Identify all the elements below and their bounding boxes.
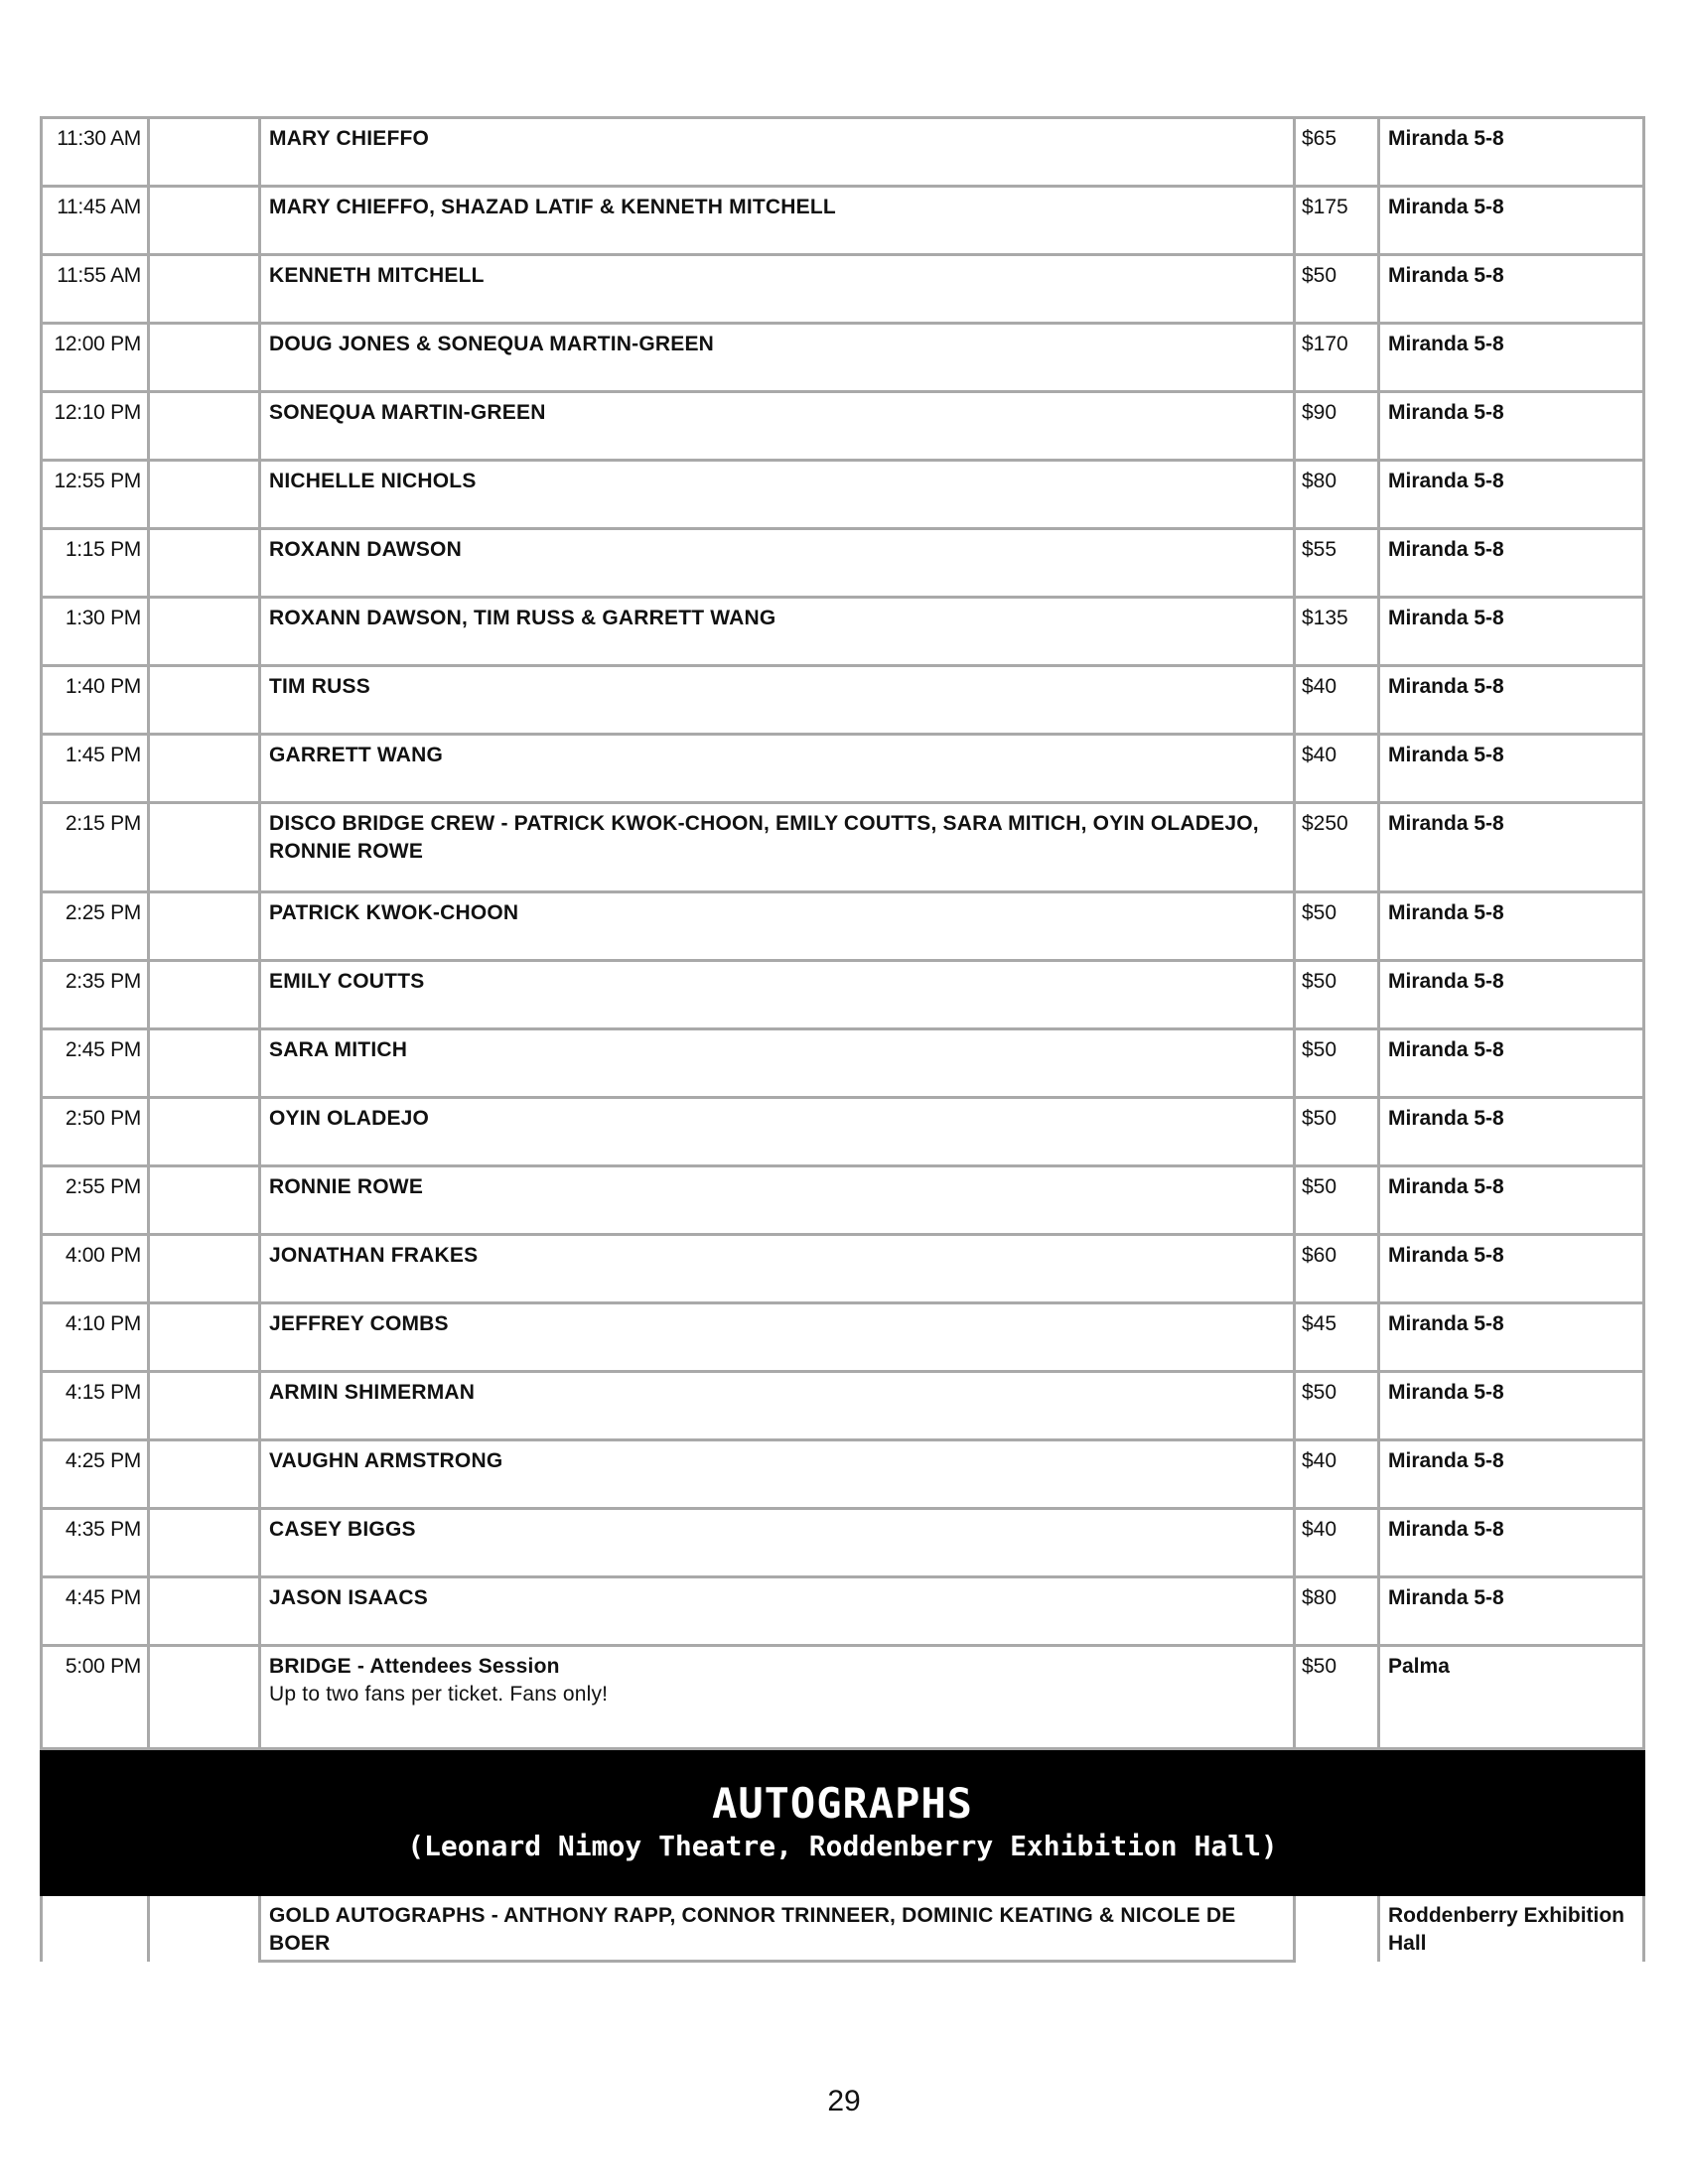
gold-room: Roddenberry Exhibition Hall <box>1379 1895 1644 1962</box>
table-row <box>42 461 1644 529</box>
row-price: $250 <box>1295 803 1379 892</box>
row-title: SONEQUA MARTIN-GREEN <box>260 392 1295 461</box>
row-room: Miranda 5-8 <box>1379 803 1644 892</box>
bridge-blank-cell <box>149 1646 260 1749</box>
table-row <box>42 1098 1644 1166</box>
row-title: SARA MITICH <box>260 1029 1295 1098</box>
table-row <box>42 1509 1644 1577</box>
bridge-note: Up to two fans per ticket. Fans only! <box>269 1683 609 1706</box>
row-price: $50 <box>1295 255 1379 324</box>
row-price: $80 <box>1295 461 1379 529</box>
gold-price <box>1295 1895 1379 1962</box>
row-time: 4:00 PM <box>42 1235 149 1303</box>
row-blank-cell <box>149 461 260 529</box>
row-time: 12:55 PM <box>42 461 149 529</box>
bridge-section <box>42 1646 1644 1962</box>
row-title: NICHELLE NICHOLS <box>260 461 1295 529</box>
row-time: 2:15 PM <box>42 803 149 892</box>
gold-time <box>42 1895 149 1962</box>
row-room: Miranda 5-8 <box>1379 598 1644 666</box>
row-title: KENNETH MITCHELL <box>260 255 1295 324</box>
row-price: $135 <box>1295 598 1379 666</box>
table-row <box>42 1166 1644 1235</box>
row-time: 1:15 PM <box>42 529 149 598</box>
autographs-banner-title: AUTOGRAPHS <box>712 1779 973 1828</box>
row-time: 4:15 PM <box>42 1372 149 1440</box>
row-room: Miranda 5-8 <box>1379 255 1644 324</box>
row-title: VAUGHN ARMSTRONG <box>260 1440 1295 1509</box>
row-room: Miranda 5-8 <box>1379 1166 1644 1235</box>
row-room: Miranda 5-8 <box>1379 529 1644 598</box>
row-time: 1:30 PM <box>42 598 149 666</box>
table-row <box>42 187 1644 255</box>
bridge-title: BRIDGE - Attendees Session <box>269 1655 560 1678</box>
row-time: 2:25 PM <box>42 892 149 961</box>
row-price: $170 <box>1295 324 1379 392</box>
row-room: Miranda 5-8 <box>1379 892 1644 961</box>
row-title: JASON ISAACS <box>260 1577 1295 1646</box>
row-price: $50 <box>1295 1098 1379 1166</box>
row-title: CASEY BIGGS <box>260 1509 1295 1577</box>
bridge-time: 5:00 PM <box>42 1646 149 1749</box>
row-time: 2:35 PM <box>42 961 149 1029</box>
row-blank-cell <box>149 735 260 803</box>
page-number: 29 <box>827 2085 861 2117</box>
row-title: GARRETT WANG <box>260 735 1295 803</box>
row-blank-cell <box>149 1235 260 1303</box>
table-row <box>42 255 1644 324</box>
row-room: Miranda 5-8 <box>1379 1235 1644 1303</box>
row-price: $45 <box>1295 1303 1379 1372</box>
row-title: DOUG JONES & SONEQUA MARTIN-GREEN <box>260 324 1295 392</box>
row-room: Miranda 5-8 <box>1379 1509 1644 1577</box>
table-row <box>42 324 1644 392</box>
table-row <box>42 1372 1644 1440</box>
row-title: EMILY COUTTS <box>260 961 1295 1029</box>
table-row <box>42 1303 1644 1372</box>
row-time: 11:55 AM <box>42 255 149 324</box>
row-room: Miranda 5-8 <box>1379 961 1644 1029</box>
row-blank-cell <box>149 892 260 961</box>
row-blank-cell <box>149 187 260 255</box>
row-price: $40 <box>1295 666 1379 735</box>
row-time: 2:55 PM <box>42 1166 149 1235</box>
row-time: 1:45 PM <box>42 735 149 803</box>
row-time: 4:25 PM <box>42 1440 149 1509</box>
row-blank-cell <box>149 1509 260 1577</box>
autographs-banner-subtitle: (Leonard Nimoy Theatre, Roddenberry Exhibition Hall) <box>407 1830 1278 1862</box>
row-room: Miranda 5-8 <box>1379 461 1644 529</box>
table-row <box>42 529 1644 598</box>
row-price: $50 <box>1295 1372 1379 1440</box>
row-title: JEFFREY COMBS <box>260 1303 1295 1372</box>
row-title: ARMIN SHIMERMAN <box>260 1372 1295 1440</box>
row-room: Miranda 5-8 <box>1379 735 1644 803</box>
row-blank-cell <box>149 961 260 1029</box>
row-blank-cell <box>149 1372 260 1440</box>
row-price: $50 <box>1295 892 1379 961</box>
row-room: Miranda 5-8 <box>1379 1029 1644 1098</box>
table-row <box>42 1440 1644 1509</box>
row-time: 12:00 PM <box>42 324 149 392</box>
row-title: DISCO BRIDGE CREW - PATRICK KWOK-CHOON, EMILY COUTTS, SARA MITICH, OYIN OLADEJO, RONNIE ROWE <box>260 803 1295 892</box>
row-blank-cell <box>149 392 260 461</box>
table-row <box>42 392 1644 461</box>
row-room: Miranda 5-8 <box>1379 666 1644 735</box>
row-title: ROXANN DAWSON, TIM RUSS & GARRETT WANG <box>260 598 1295 666</box>
table-row <box>42 118 1644 187</box>
row-title: MARY CHIEFFO, SHAZAD LATIF & KENNETH MITCHELL <box>260 187 1295 255</box>
row-title: TIM RUSS <box>260 666 1295 735</box>
row-title: JONATHAN FRAKES <box>260 1235 1295 1303</box>
row-title: OYIN OLADEJO <box>260 1098 1295 1166</box>
table-row <box>42 1577 1644 1646</box>
row-blank-cell <box>149 666 260 735</box>
row-time: 4:35 PM <box>42 1509 149 1577</box>
row-time: 11:30 AM <box>42 118 149 187</box>
schedule-rows <box>42 118 1644 1646</box>
schedule-table <box>40 116 1645 1963</box>
row-price: $90 <box>1295 392 1379 461</box>
row-blank-cell <box>149 1029 260 1098</box>
row-room: Miranda 5-8 <box>1379 324 1644 392</box>
row-time: 4:10 PM <box>42 1303 149 1372</box>
row-blank-cell <box>149 118 260 187</box>
row-blank-cell <box>149 1440 260 1509</box>
row-price: $50 <box>1295 1166 1379 1235</box>
table-row <box>42 735 1644 803</box>
gold-autographs-row <box>42 1895 1644 1962</box>
table-row <box>42 598 1644 666</box>
gold-title: GOLD AUTOGRAPHS - ANTHONY RAPP, CONNOR TRINNEER, DOMINIC KEATING & NICOLE DE BOER <box>260 1895 1295 1962</box>
row-room: Miranda 5-8 <box>1379 392 1644 461</box>
row-blank-cell <box>149 1098 260 1166</box>
row-title: PATRICK KWOK-CHOON <box>260 892 1295 961</box>
row-blank-cell <box>149 529 260 598</box>
row-room: Miranda 5-8 <box>1379 1303 1644 1372</box>
autographs-banner-cell <box>42 1749 1644 1895</box>
bridge-row <box>42 1646 1644 1749</box>
row-blank-cell <box>149 1577 260 1646</box>
gold-blank-cell <box>149 1895 260 1962</box>
row-blank-cell <box>149 324 260 392</box>
row-room: Miranda 5-8 <box>1379 1577 1644 1646</box>
table-row <box>42 892 1644 961</box>
row-price: $65 <box>1295 118 1379 187</box>
autographs-banner <box>42 1749 1644 1895</box>
row-price: $55 <box>1295 529 1379 598</box>
row-price: $40 <box>1295 1509 1379 1577</box>
bridge-room: Palma <box>1379 1646 1644 1749</box>
row-blank-cell <box>149 803 260 892</box>
row-time: 1:40 PM <box>42 666 149 735</box>
row-blank-cell <box>149 255 260 324</box>
row-blank-cell <box>149 1166 260 1235</box>
row-price: $60 <box>1295 1235 1379 1303</box>
table-row <box>42 961 1644 1029</box>
row-blank-cell <box>149 1303 260 1372</box>
row-price: $175 <box>1295 187 1379 255</box>
table-row <box>42 1235 1644 1303</box>
bridge-title-cell <box>260 1646 1295 1749</box>
row-room: Miranda 5-8 <box>1379 118 1644 187</box>
row-price: $40 <box>1295 735 1379 803</box>
row-room: Miranda 5-8 <box>1379 187 1644 255</box>
bridge-price: $50 <box>1295 1646 1379 1749</box>
table-row <box>42 803 1644 892</box>
row-room: Miranda 5-8 <box>1379 1098 1644 1166</box>
row-title: MARY CHIEFFO <box>260 118 1295 187</box>
row-time: 12:10 PM <box>42 392 149 461</box>
schedule-sheet <box>40 116 1642 1963</box>
row-blank-cell <box>149 598 260 666</box>
row-time: 11:45 AM <box>42 187 149 255</box>
row-price: $80 <box>1295 1577 1379 1646</box>
row-time: 4:45 PM <box>42 1577 149 1646</box>
row-price: $50 <box>1295 1029 1379 1098</box>
table-row <box>42 666 1644 735</box>
row-title: RONNIE ROWE <box>260 1166 1295 1235</box>
row-time: 2:45 PM <box>42 1029 149 1098</box>
row-time: 2:50 PM <box>42 1098 149 1166</box>
table-row <box>42 1029 1644 1098</box>
row-price: $50 <box>1295 961 1379 1029</box>
row-title: ROXANN DAWSON <box>260 529 1295 598</box>
row-room: Miranda 5-8 <box>1379 1440 1644 1509</box>
row-price: $40 <box>1295 1440 1379 1509</box>
row-room: Miranda 5-8 <box>1379 1372 1644 1440</box>
